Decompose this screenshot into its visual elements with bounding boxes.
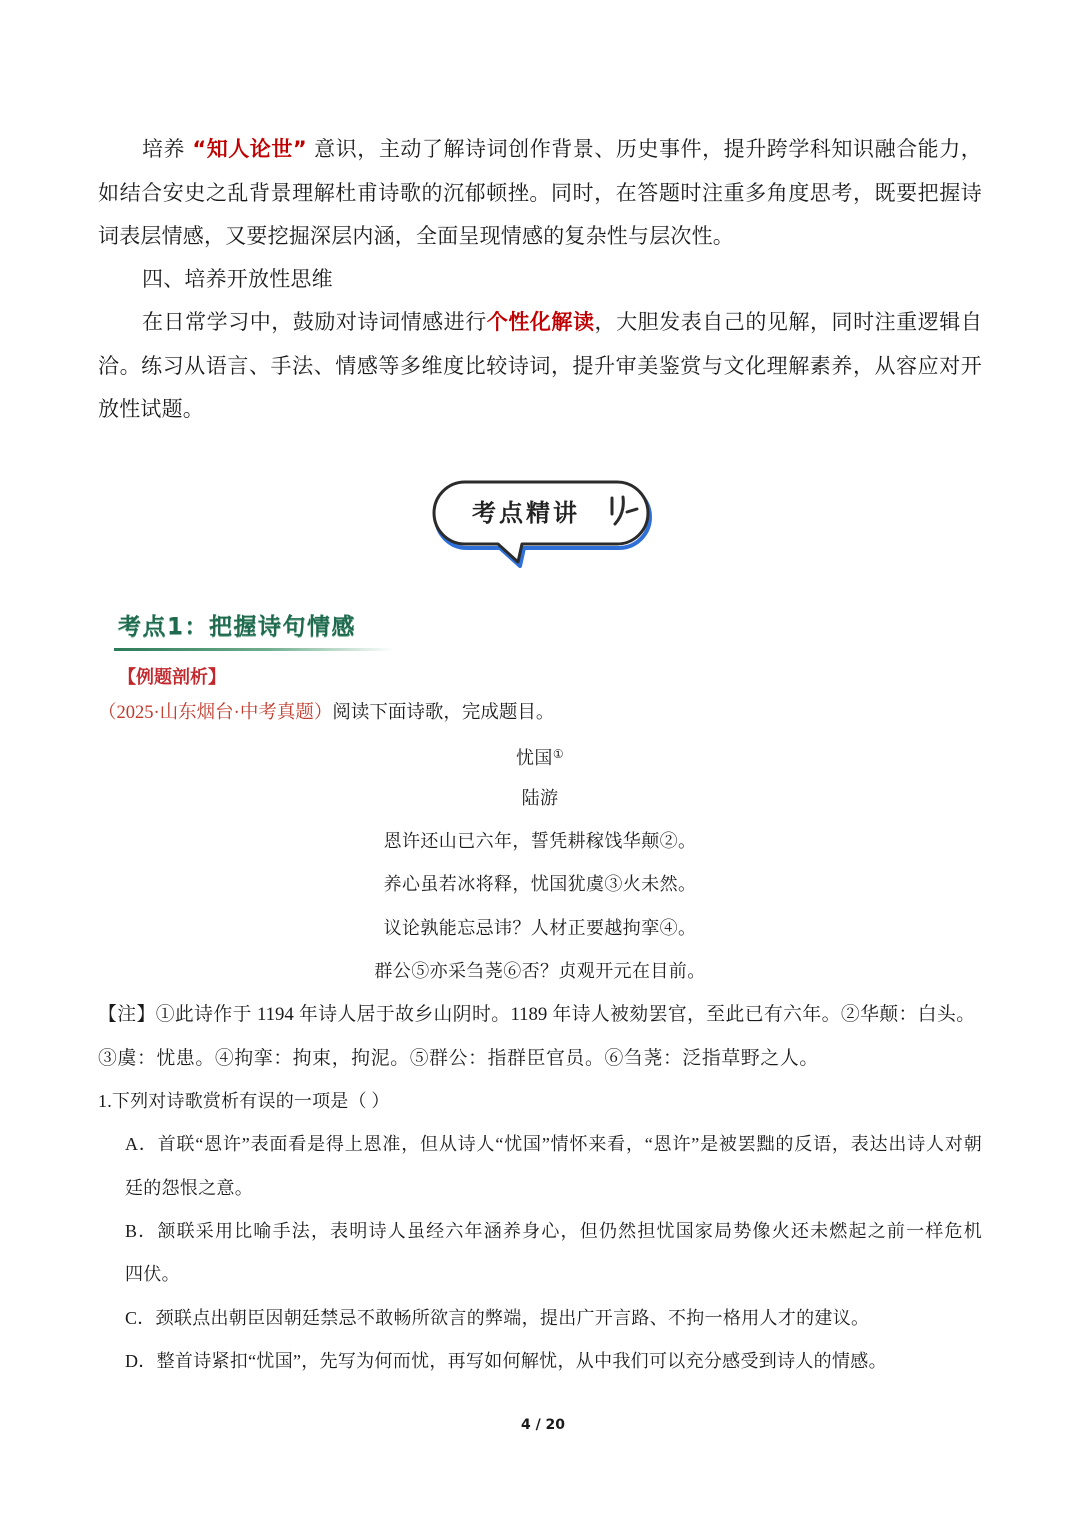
- poem-title: [98, 733, 982, 776]
- option-text: 颈联点出朝臣因朝廷禁忌不敢畅所欲言的弊端，提出广开言路、不拘一格用人才的建议。: [155, 1307, 870, 1328]
- option-c: [98, 1297, 982, 1340]
- section-title-underline: [114, 648, 394, 651]
- option-label: B．: [125, 1221, 158, 1242]
- intro-paragraph-2-line: 洽。练习从语言、手法、情感等多维度比较诗词，提升审美鉴赏与文化理解素养，从容应对开: [98, 353, 982, 378]
- exam-source: （2025·山东烟台·中考真题）: [98, 703, 333, 723]
- option-label: D．: [125, 1351, 157, 1372]
- intro-text: 在日常学习中，鼓励对诗词情感进行: [142, 310, 487, 335]
- poem-author: 陆游: [521, 787, 559, 809]
- intro-paragraph-1-line: [98, 128, 982, 171]
- notes-text: ①此诗作于 1194 年诗人居于故乡山阴时。1189 年诗人被劾罢官，至此已有六年。②华颠：白头。: [155, 1004, 975, 1026]
- intro-text: ，大胆发表自己的见解，同时注重逻辑自: [594, 310, 982, 335]
- emphasis-text: “知人论世”: [192, 137, 307, 162]
- poem-title-footnote-ref: ①: [552, 747, 564, 762]
- option-label: A．: [125, 1134, 158, 1155]
- intro-text: 意识，主动了解诗词创作背景、历史事件，提升跨学科知识融合能力，: [306, 137, 982, 162]
- option-a-continuation: 廷的怨恨之意。: [125, 1177, 254, 1198]
- emphasis-text: 个性化解读: [486, 310, 595, 335]
- question-source-line: [98, 698, 554, 728]
- exercise-block: [98, 733, 982, 1383]
- option-b: [98, 1210, 982, 1253]
- intro-heading: 四、培养开放性思维: [142, 267, 333, 292]
- option-text: 整首诗紧扣“忧国”，先写为何而忧，再写如何解忧，从中我们可以充分感受到诗人的情感。: [156, 1351, 887, 1372]
- option-text: 颔联采用比喻手法，表明诗人虽经六年涵养身心，但仍然担忧国家局势像火还未燃起之前一样危机: [157, 1221, 982, 1242]
- poem-line: 恩许还山已六年，誓凭耕稼饯华颠②。: [383, 830, 697, 852]
- poem-line: 议论孰能忘忌讳？人材正要越拘挛④。: [383, 917, 697, 939]
- question-stem: 1.下列对诗歌赏析有误的一项是（ ）: [98, 1091, 390, 1112]
- banner-label: 考点精讲: [472, 499, 580, 527]
- example-analysis-tag: 【例题剖析】: [118, 667, 226, 687]
- intro-paragraph-1-line: 词表层情感，又要挖掘深层内涵，全面呈现情感的复杂性与层次性。: [98, 223, 734, 248]
- intro-paragraph-1-line: 如结合安史之乱背景理解杜甫诗歌的沉郁顿挫。同时，在答题时注重多角度思考，既要把握诗: [98, 180, 982, 205]
- option-text: 首联“恩许”表面看是得上恩准，但从诗人“忧国”情怀来看，“恩许”是被罢黜的反语，表达出诗人对朝: [157, 1134, 982, 1155]
- page-number: 4 / 20: [520, 1417, 566, 1433]
- poem-title-text: 忧国: [516, 748, 553, 770]
- option-label: C．: [125, 1307, 156, 1328]
- option-a: [98, 1123, 982, 1166]
- section-title: 考点1：把握诗句情感: [118, 614, 357, 640]
- option-d: [98, 1340, 982, 1383]
- intro-paragraph-2-line: [98, 301, 982, 344]
- poem-line: 养心虽若冰将释，忧国犹虞③火未然。: [383, 874, 697, 896]
- notes-label: 【注】: [98, 1004, 156, 1026]
- intro-paragraph-2-line: 放性试题。: [98, 397, 204, 422]
- intro-section: [98, 128, 982, 431]
- reading-instruction: 阅读下面诗歌，完成题目。: [332, 703, 555, 723]
- notes-line: ③虞：忧患。④拘挛：拘束，拘泥。⑤群公：指群臣官员。⑥刍荛：泛指草野之人。: [98, 1047, 819, 1069]
- option-b-continuation: 四伏。: [125, 1264, 180, 1285]
- banner-speech-bubble: [430, 476, 656, 568]
- intro-text: 培养: [142, 137, 193, 162]
- notes-line: [98, 993, 975, 1036]
- poem-line: 群公⑤亦采刍荛⑥否？贞观开元在目前。: [374, 961, 706, 983]
